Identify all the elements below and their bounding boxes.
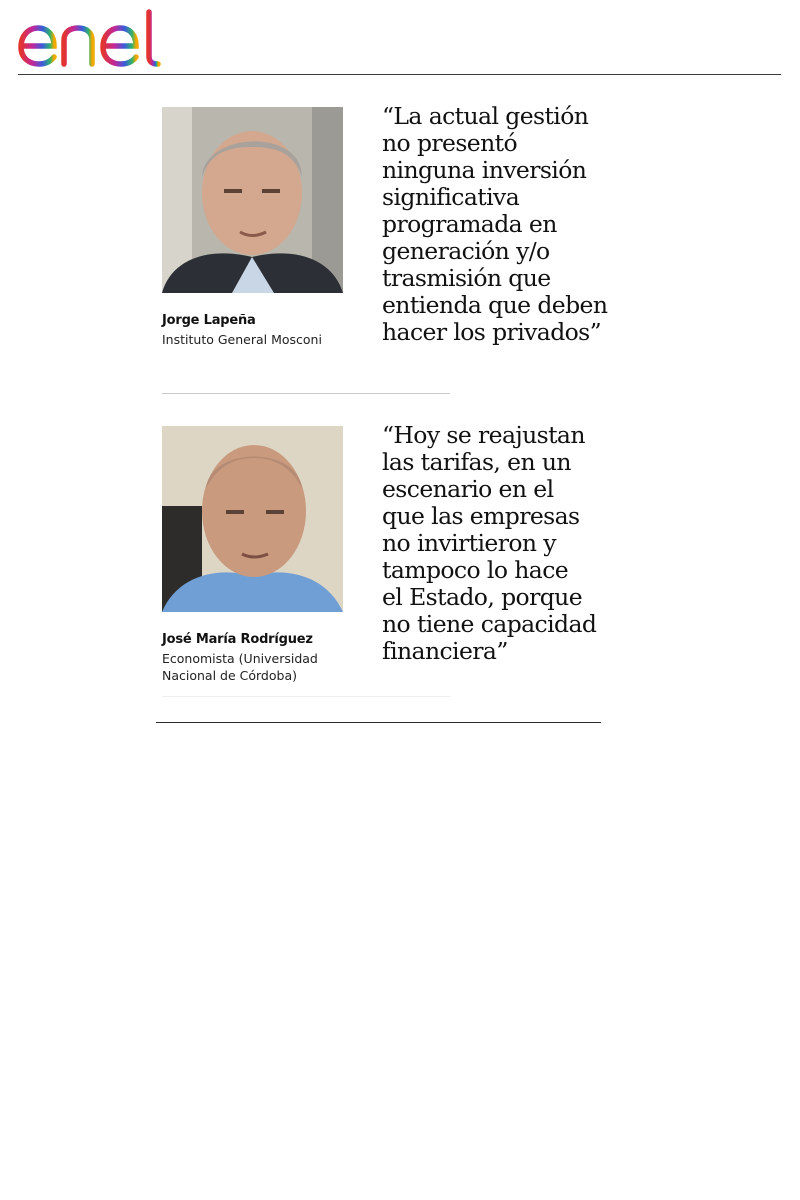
quote-block-1	[156, 102, 608, 357]
header	[0, 0, 800, 80]
enel-logo	[16, 6, 182, 70]
clipping-bottom-rule	[156, 722, 601, 723]
quote-text: “La actual gestión no presentó ninguna inversión significativa programada en generación y/o trasmisión que entienda que deben hacer los privados”	[382, 102, 608, 346]
header-divider	[18, 74, 781, 75]
quote-separator	[162, 393, 450, 394]
faded-separator	[162, 696, 450, 697]
speaker-affiliation: Economista (Universidad Nacional de Córdoba)	[162, 651, 318, 683]
news-clipping	[156, 100, 608, 725]
speaker-name: Jorge Lapeña	[162, 313, 256, 328]
portrait-photo-2	[162, 426, 343, 612]
speaker-name: José María Rodríguez	[162, 632, 313, 647]
portrait-photo-1	[162, 107, 343, 293]
quote-block-2	[156, 421, 604, 696]
speaker-affiliation: Instituto General Mosconi	[162, 332, 322, 347]
quote-text: “Hoy se reajustan las tarifas, en un escenario en el que las empresas no invirtieron y tampoco lo hace el Estado, porque no tiene capacidad financiera”	[382, 421, 597, 665]
